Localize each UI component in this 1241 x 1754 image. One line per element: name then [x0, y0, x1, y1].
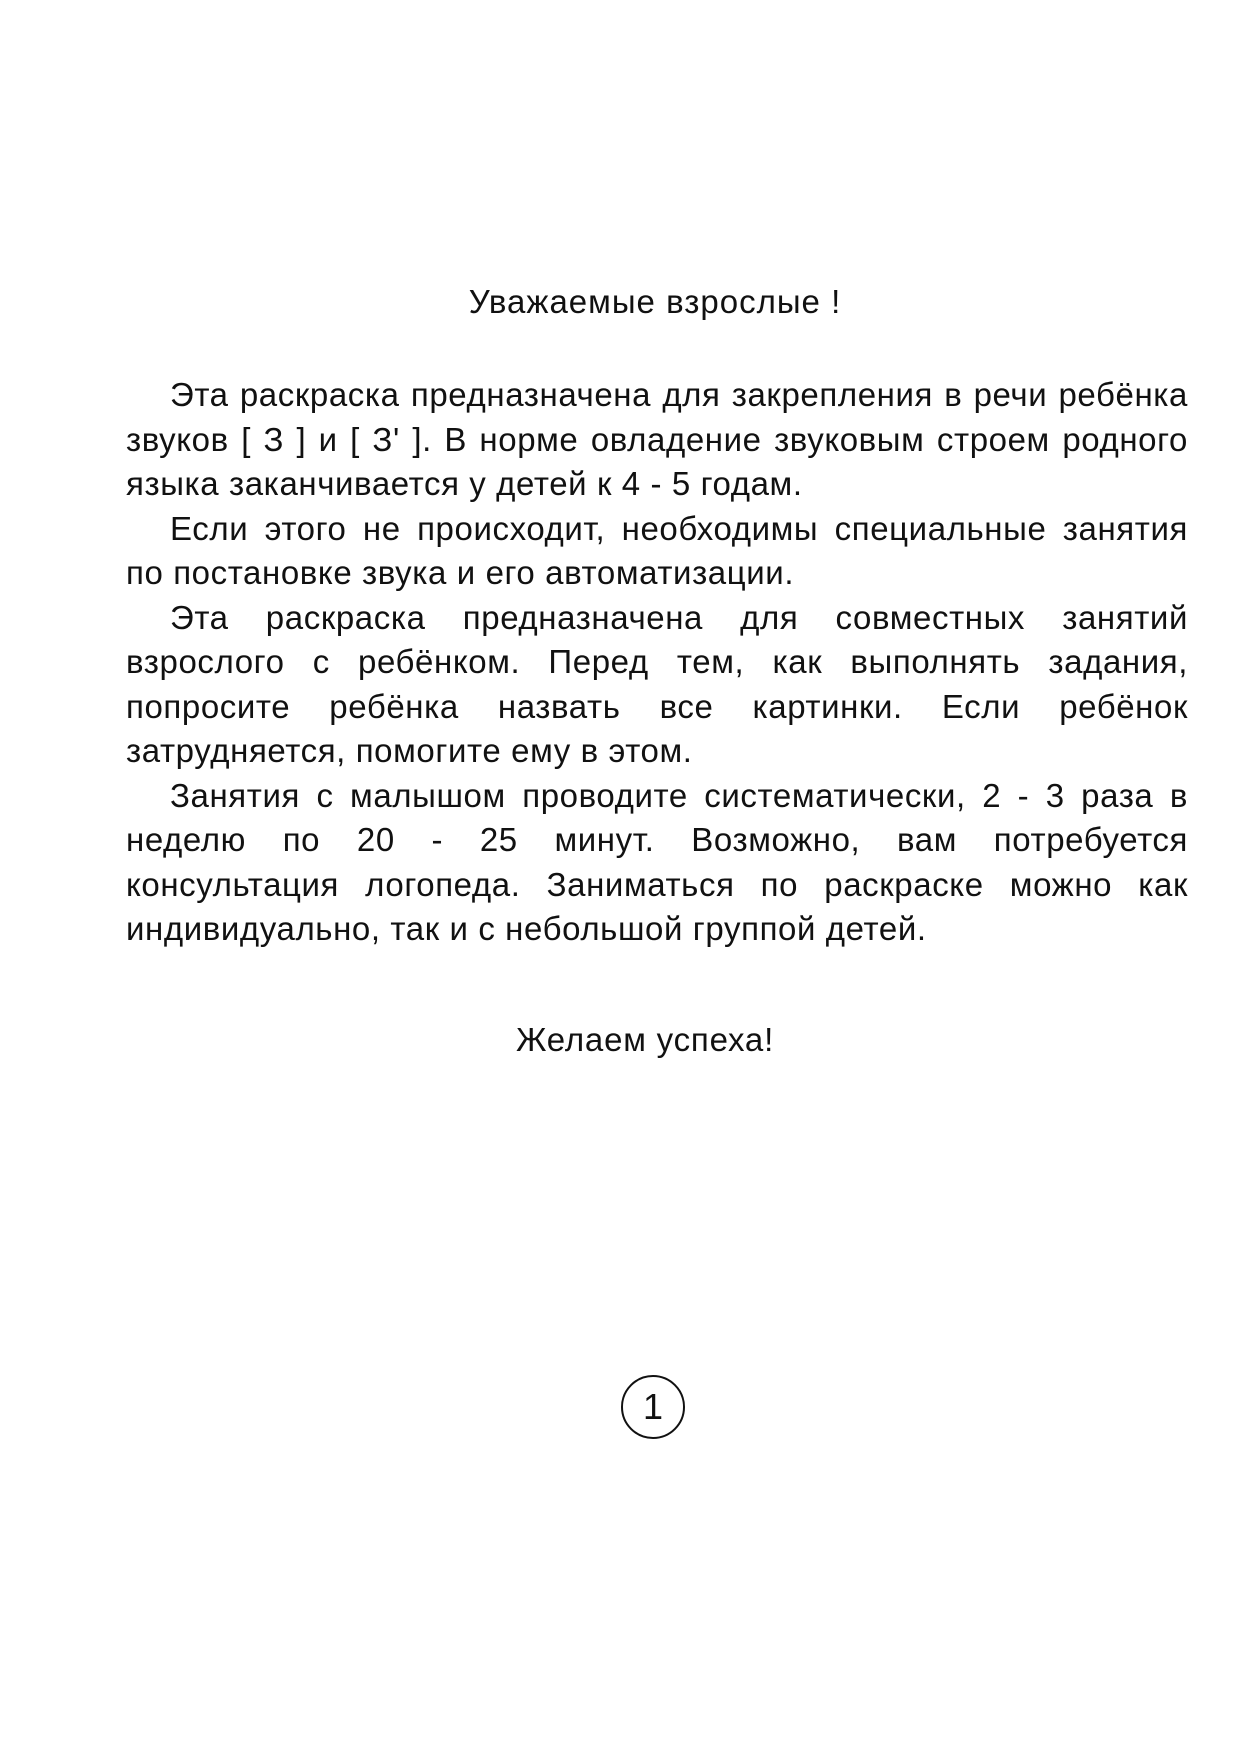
- paragraph-schedule: Занятия с малышом проводите систематически, 2 - 3 раза в неделю по 20 - 25 минут. Возможно, вам потребуется консультация логопеда. Заниматься по раскраске можно как индивидуально, так и с небольшой группой детей.: [126, 776, 1188, 947]
- page-number-circle: [621, 1375, 685, 1439]
- greeting-heading: Уважаемые взрослые !: [468, 283, 842, 320]
- page-number: 1: [642, 1386, 664, 1427]
- paragraph-joint-lessons: Эта раскраска предназначена для совместных занятий взрослого с ребёнком. Перед тем, как выполнять задания, попросите ребёнка назвать все картинки. Если ребёнок затрудняется, помогите ему в этом.: [126, 598, 1188, 769]
- paragraph-purpose: Эта раскраска предназначена для закрепления в речи ребёнка звуков [ З ] и [ З' ]. В норме овладение звуковым строем родного языка заканчивается у детей к 4 - 5 годам.: [126, 376, 1188, 502]
- body-text: [126, 373, 1188, 952]
- paragraph-special-lessons: Если этого не происходит, необходимы специальные занятия по постановке звука и его автоматизации.: [126, 509, 1188, 591]
- closing-wish: Желаем успеха!: [515, 1021, 775, 1058]
